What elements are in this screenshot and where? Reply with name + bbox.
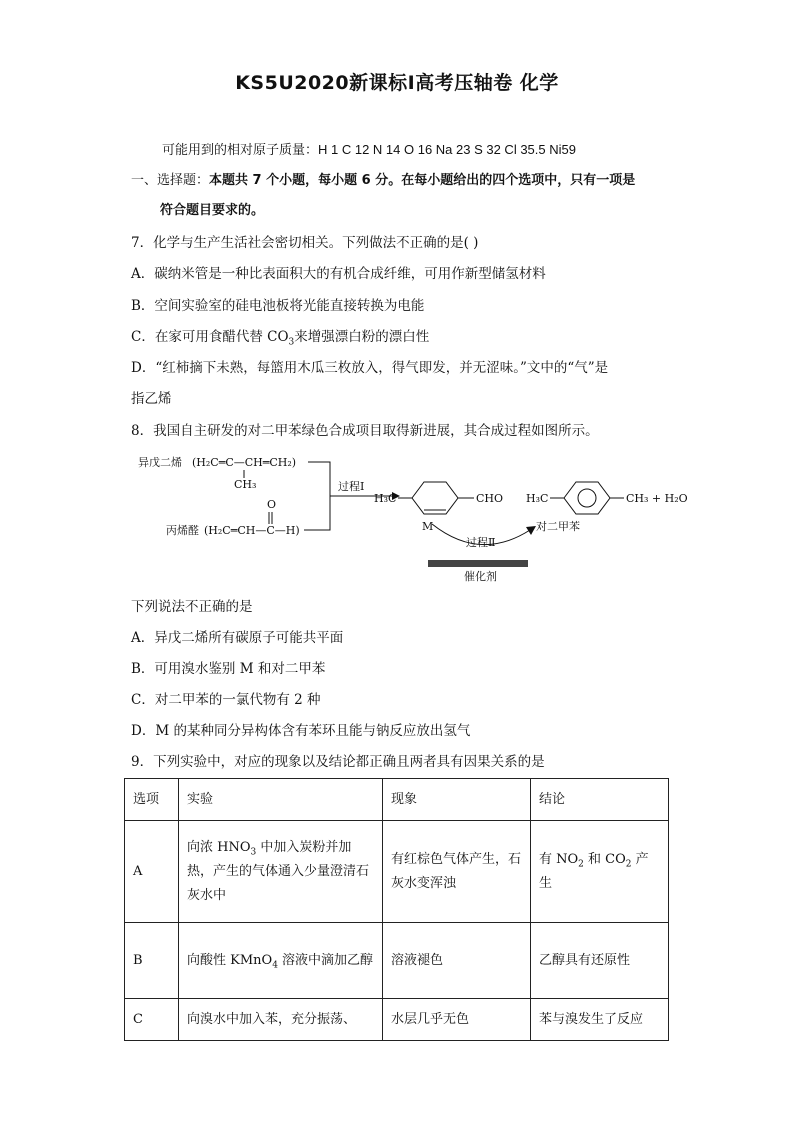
header-option: 选项 bbox=[125, 779, 179, 821]
q9-table bbox=[124, 778, 669, 1041]
section-heading bbox=[131, 172, 635, 190]
product-aromatic-circle bbox=[578, 489, 596, 507]
merge-bracket bbox=[304, 462, 330, 530]
q8-option-a: A．异戊二烯所有碳原子可能共平面 bbox=[131, 630, 344, 646]
product-h3c: H₃C bbox=[526, 492, 549, 505]
row-b-option: B bbox=[125, 923, 179, 999]
product-tail: CH₃ + H₂O bbox=[626, 492, 688, 505]
section-lead: 一、选择题： bbox=[131, 173, 210, 188]
q7-option-b: B．空间实验室的硅电池板将光能直接转换为电能 bbox=[131, 298, 425, 314]
row-c-phenomenon: 水层几乎无色 bbox=[383, 999, 531, 1041]
m-cho: CHO bbox=[476, 492, 504, 505]
table-header-row bbox=[125, 779, 669, 821]
row-a-con-mid: 和 CO bbox=[583, 851, 626, 867]
q7-stem: 7．化学与生产生活社会密切相关。下列做法不正确的是( ) bbox=[131, 235, 479, 251]
row-a-exp-pre: 向浓 HNO bbox=[187, 839, 251, 855]
row-c-option: C bbox=[125, 999, 179, 1041]
q8-option-b: B．可用溴水鉴别 M 和对二甲苯 bbox=[131, 661, 326, 677]
row-b-phenomenon: 溶液褪色 bbox=[383, 923, 531, 999]
product-ring bbox=[564, 482, 610, 514]
q7-c-sub: 3 bbox=[288, 337, 295, 348]
row-a-phenomenon: 有红棕色气体产生，石灰水变浑浊 bbox=[383, 821, 531, 923]
process2-product: 对二甲苯 bbox=[536, 520, 580, 533]
row-a-con-pre: 有 NO bbox=[539, 851, 579, 867]
row-a-conclusion bbox=[531, 821, 669, 923]
row-b-experiment bbox=[179, 923, 383, 999]
row-b-exp-sub: 4 bbox=[272, 960, 278, 971]
q7-option-d-line1: D．“红柿摘下未熟，每篮用木瓜三枚放入，得气即发，并无涩味。”文中的“气”是 bbox=[131, 360, 609, 376]
row-a-exp-sub: 3 bbox=[250, 847, 257, 858]
q8-option-c: C．对二甲苯的一氯代物有 2 种 bbox=[131, 692, 321, 708]
row-b-exp-pre: 向酸性 KMnO bbox=[187, 952, 273, 968]
isoprene-name: 异戊二烯 bbox=[138, 456, 182, 469]
row-a-experiment bbox=[179, 821, 383, 923]
row-c-experiment: 向溴水中加入苯，充分振荡、 bbox=[179, 999, 383, 1041]
q7-option-c bbox=[131, 328, 429, 346]
table-row-b bbox=[125, 923, 669, 999]
q8-stem: 8．我国自主研发的对二甲苯绿色合成项目取得新进展，其合成过程如图所示。 bbox=[131, 423, 599, 439]
catalyst-bar bbox=[428, 560, 528, 567]
catalyst-label: 催化剂 bbox=[464, 570, 497, 583]
m-h3c: H₃C bbox=[374, 492, 397, 505]
section-heading-line2: 符合题目要求的。 bbox=[160, 203, 265, 218]
header-conclusion: 结论 bbox=[531, 779, 669, 821]
header-phenomenon: 现象 bbox=[383, 779, 531, 821]
process2-label: 过程Ⅱ bbox=[466, 536, 496, 549]
row-b-exp-post: 溶液中滴加乙醇 bbox=[277, 952, 374, 968]
q8-prompt: 下列说法不正确的是 bbox=[131, 599, 253, 615]
atomic-masses: 可能用到的相对原子质量：H 1 C 12 N 14 O 16 Na 23 S 32 Cl 35.5 Ni59 bbox=[162, 142, 576, 157]
isoprene-methyl: CH₃ bbox=[234, 478, 257, 491]
q8-option-d: D．M 的某种同分异构体含有苯环且能与钠反应放出氢气 bbox=[131, 723, 471, 739]
section-rule-a: 本题共 7 个小题，每小题 6 分。 bbox=[209, 173, 402, 188]
acrolein-formula: (H₂C═CH—C—H) bbox=[204, 524, 300, 537]
page-title: KS5U2020新课标Ⅰ高考压轴卷 化学 bbox=[235, 72, 559, 94]
row-a-exp-post: 中加入炭粉并加热，产生的气体通入少量澄清石灰水中 bbox=[187, 839, 370, 903]
process1-label: 过程Ⅰ bbox=[338, 480, 365, 493]
q7-c-post: 来增强漂白粉的漂白性 bbox=[294, 329, 430, 345]
acrolein-name: 丙烯醛 bbox=[166, 524, 199, 537]
table-row-a bbox=[125, 821, 669, 923]
row-a-option: A bbox=[125, 821, 179, 923]
table-row-c bbox=[125, 999, 669, 1041]
row-c-conclusion: 苯与溴发生了反应 bbox=[531, 999, 669, 1041]
header-experiment: 实验 bbox=[179, 779, 383, 821]
section-rule-b: 在每小题给出的四个选项中，只有一项是 bbox=[401, 173, 636, 188]
q7-option-a: A．碳纳米管是一种比表面积大的有机合成纤维，可用作新型储氢材料 bbox=[131, 266, 546, 282]
row-a-con-sub1: 2 bbox=[578, 859, 584, 870]
acrolein-oxygen: O bbox=[267, 498, 277, 511]
isoprene-formula: (H₂C═C—CH═CH₂) bbox=[192, 456, 297, 469]
q9-stem: 9．下列实验中，对应的现象以及结论都正确且两者具有因果关系的是 bbox=[131, 754, 545, 770]
q7-option-d-line2: 指乙烯 bbox=[131, 391, 172, 407]
process2-arrowhead bbox=[526, 526, 536, 535]
row-b-conclusion: 乙醇具有还原性 bbox=[531, 923, 669, 999]
row-a-con-sub2: 2 bbox=[625, 859, 632, 870]
m-ring bbox=[412, 482, 458, 514]
row-a-con-post: 产生 bbox=[539, 851, 649, 891]
synthesis-diagram bbox=[130, 450, 688, 590]
m-label: M bbox=[422, 520, 434, 533]
q7-c-pre: C．在家可用食醋代替 CO bbox=[131, 329, 289, 345]
